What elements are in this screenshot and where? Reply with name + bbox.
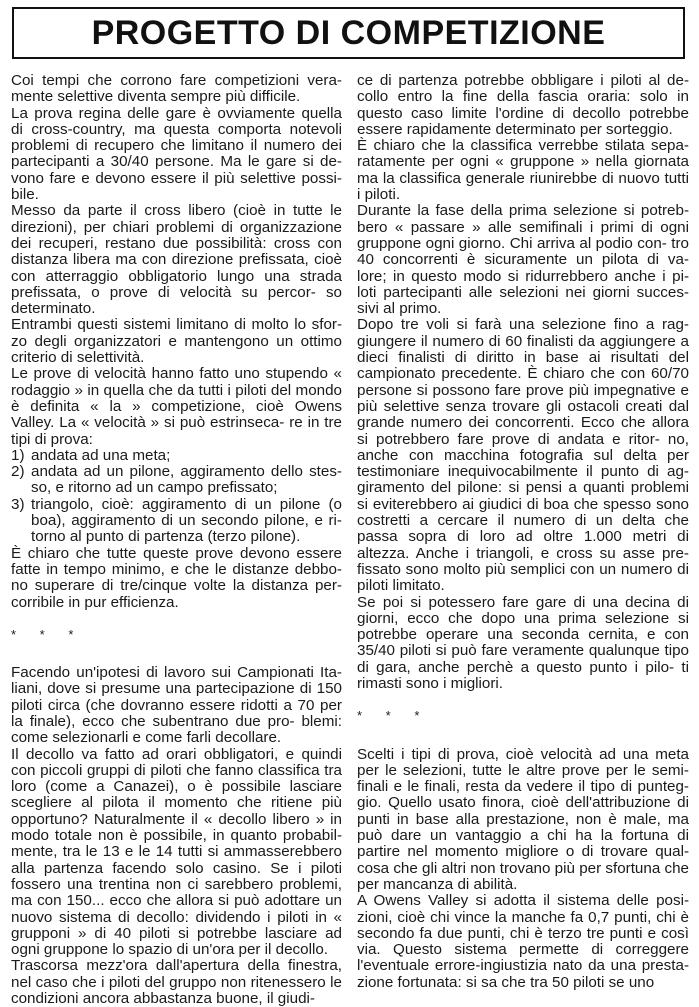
title-banner bbox=[12, 7, 685, 59]
list-text: andata ad una meta; bbox=[31, 446, 171, 464]
paragraph: Le prove di velocità hanno fatto uno stupendo « rodaggio » in quella che da tutti i piloti del mondo è definita « la » competizione, cioè Owens Valley. La « velocità » si può estrinseca- re in tre tipi di prova: bbox=[11, 365, 342, 448]
paragraph: Durante la fase della prima selezione si potreb- bero « passare » alle semifinali i primi di ogni gruppone ogni giorno. Chi arriva al podio con- tro 40 concorrenti è sicuramente un pilota di va- lore; in questo modo si ridurrebbero anche i pi- loti partecipanti alle selezioni nei giorni succes- sivi al primo. bbox=[357, 202, 689, 318]
list-item bbox=[11, 464, 342, 497]
paragraph: Entrambi questi sistemi limitano di molto lo sfor- zo degli organizzatori e mantengono un ottimo criterio di selettività. bbox=[11, 316, 342, 367]
list-text: andata ad un pilone, aggiramento dello stes- so, e ritorno ad un campo prefissato; bbox=[31, 463, 342, 497]
paragraph: Dopo tre voli si farà una selezione fino a rag- giungere il numero di 60 finalisti da aggiungere a dieci finalisti di diritto in base ai risultati del campionato precedente. È chiaro che con 60/70 persone si possono fare prove più impegnative e più selettive senza trovare gli ostacoli creati dal grande numero dei concorrenti. Ecco che allora si potrebbero fare prove di andata e ritor- no, anche con macchina fotografia sul delta per testimoniare inequivocabilmente il punto di ag- giramento del pilone: si pensi a quanti problemi si eviterebbero ai giudici di boa che spesso sono costretti a cercare il numero di un delta che passa sopra di loro ad oltre 1.000 metri di altezza. Anche i triangoli, e cross su asse pre- fissato sono molto più semplici con un numero di piloti limitato. bbox=[357, 316, 689, 595]
section-separator: * * * bbox=[11, 626, 84, 642]
paragraph: A Owens Valley si adotta il sistema delle posi- zioni, cioè chi vince la manche fa 0,7 punti, chi è secondo fa due punti, chi è terzo tre punti e così via. Questo sistema permette di correggere l'eventuale errore-ingiustizia nato da una presta- zione fortunata: si sa che tra 50 piloti se uno bbox=[357, 892, 689, 991]
paragraph: È chiaro che la classifica verrebbe stilata sepa- ratamente per ogni « gruppone » nella giornata ma la classifica generale riunirebbe di nuovo tutti i piloti. bbox=[357, 137, 689, 204]
paragraph: È chiaro che tutte queste prove devono essere fatte in tempo minimo, e che le distanze debbo- no superare di tre/cinque volte la distanza per- corribile in pur efficienza. bbox=[11, 544, 342, 611]
right-column bbox=[357, 73, 689, 993]
paragraph: Messo da parte il cross libero (cioè in tutte le direzioni), per chiari problemi di organizzazione dei recuperi, restano due possibilità: cross con distanza libera ma con direzione prefissata, cioè con atterraggio obbligatorio lungo una strada prefissata, o prove di velocità su percor- so determinato. bbox=[11, 202, 342, 318]
paragraph: La prova regina delle gare è ovviamente quella di cross-country, ma questa comporta notevoli problemi di recupero che limitano il numero dei partecipanti a 30/40 persone. Ma le gare si de- vono fare e devono essere il più selettive possi- bile. bbox=[11, 104, 342, 204]
section-separator: * * * bbox=[357, 708, 430, 724]
paragraph: ce di partenza potrebbe obbligare i piloti al de- collo entro la fine della fascia oraria: solo in questo caso limite l'ordine di decollo potrebbe essere rapidamente determinato per sorteggio. bbox=[357, 72, 689, 138]
list-item bbox=[11, 448, 342, 464]
paragraph: Il decollo va fatto ad orari obbligatori, e quindi con piccoli gruppi di piloti che fanno classifica tra loro (come a Canazei), o è possibile lasciare scegliere al pilota il momento che ritiene più opportuno? Naturalmente il « decollo libero » in modo totale non è possibile, in quanto probabil- mente, tra le 13 e le 14 tutti si ammasserebbero alla partenza facendo solo casino. Se i piloti fossero una trentina non ci sarebbero problemi, ma con 150... ecco che allora si può adottare un nuovo sistema di decollo: dividendo i piloti in « grupponi » di 40 piloti si potrebbe lasciare ad ogni gruppone lo spazio di un'ora per il decollo. bbox=[11, 745, 342, 959]
paragraph: Scelti i tipi di prova, cioè velocità ad una meta per le selezioni, tutte le altre prove per le semi- finali e le finali, resta da vedere il tipo di punteg- gio. Quello usato finora, cioè dell'attribuzione di punti in base alla prestazione, non è male, ma può dare un vantaggio a chi ha la fortuna di partire nel momento migliore o di trovare qual- cosa che gli altri non trovano più per sfortuna che per mancanza di abilità. bbox=[357, 745, 689, 893]
paragraph: Coi tempi che corrono fare competizioni vera- mente selettive diventa sempre più difficile. bbox=[11, 72, 342, 106]
paragraph: Trascorsa mezz'ora dall'apertura della finestra, nel caso che i piloti del gruppo non ritenessero le condizioni ancora abbastanza buone, il giudi- bbox=[11, 957, 342, 1007]
list-text: triangolo, cioè: aggiramento di un pilone (o boa), aggiramento di un secondo pilone, e ri- torno al punto di partenza (terzo pilone). bbox=[31, 495, 342, 546]
list-number: 3) bbox=[11, 495, 25, 513]
paragraph: Se poi si potessero fare gare di una decina di giorni, ecco che dopo una prima selezione si potrebbe operare una seconda cernita, e con 35/40 piloti si può fare veramente qualunque tipo di gara, anche perchè a questo punto i pilo- ti rimasti sono i migliori. bbox=[357, 593, 689, 692]
list-item bbox=[11, 497, 342, 546]
paragraph: Facendo un'ipotesi di lavoro sui Campionati Ita- liani, dove si presume una partecipazione di 150 piloti circa (che dovranno essere ridotti a 70 per la finale), ecco che subentrano due pro- blemi: come selezionarli e come farli decollare. bbox=[11, 664, 342, 747]
list-number: 1) bbox=[11, 446, 25, 464]
page-title: PROGETTO DI COMPETIZIONE bbox=[91, 13, 606, 52]
list-number: 2) bbox=[11, 463, 25, 481]
left-column bbox=[11, 72, 342, 1007]
